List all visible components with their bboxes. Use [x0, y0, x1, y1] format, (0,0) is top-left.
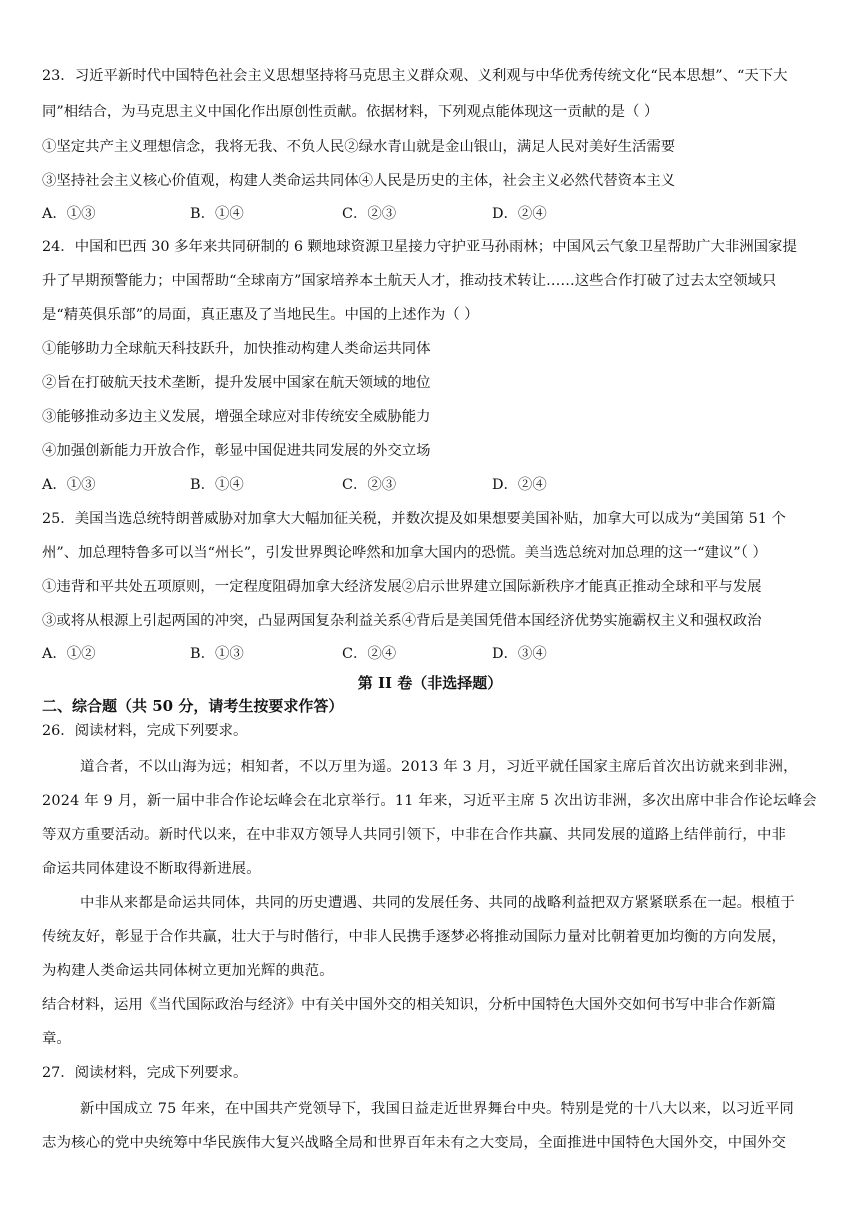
q23-choice-d[interactable]: D．②④	[492, 206, 547, 222]
q24-choice-a[interactable]: A．①③	[42, 477, 96, 493]
q26-para2-line-2: 传统友好，彰显于合作共赢，壮大于与时偕行，中非人民携手逐梦必将推动国际力量对比朝着更加均衡的方向发展，	[42, 929, 787, 945]
q26-task-line-1: 结合材料，运用《当代国际政治与经济》中有关中国外交的相关知识，分析中国特色大国外交如何书写中非合作新篇	[42, 997, 776, 1013]
q24-choices	[42, 476, 642, 494]
q26-para1-line-3: 等双方重要活动。新时代以来，在中非双方领导人共同引领下，中非在合作共赢、共同发展的道路上结伴前行，中非	[42, 827, 787, 843]
q23-choice-c[interactable]: C．②③	[342, 206, 397, 222]
q24-choice-d[interactable]: D．②④	[492, 477, 547, 493]
q26-task-line-2: 章。	[42, 1031, 71, 1047]
q26-para2-line-3: 为构建人类命运共同体树立更加光辉的典范。	[42, 963, 334, 979]
q25-stem-line-1: 25．美国当选总统特朗普威胁对加拿大大幅加征关税，并数次提及如果想要美国补贴，加拿大可以成为“美国第 51 个	[42, 511, 786, 527]
q24-choice-b[interactable]: B．①④	[190, 477, 244, 493]
q27-para1-line-2: 志为核心的党中央统筹中华民族伟大复兴战略全局和世界百年未有之大变局，全面推进中国特色大国外交，中国外交	[42, 1135, 787, 1151]
q25-option-line-2: ③或将从根源上引起两国的冲突，凸显两国复杂利益关系④背后是美国凭借本国经济优势实施霸权主义和强权政治	[42, 613, 762, 629]
q27-para1-line-1: 新中国成立 75 年来，在中国共产党领导下，我国日益走近世界舞台中央。特别是党的十八大以来，以习近平同	[80, 1101, 795, 1117]
q25-choice-b[interactable]: B．①③	[190, 646, 244, 662]
q25-choices	[42, 645, 642, 663]
q25-choice-a[interactable]: A．①②	[42, 646, 96, 662]
q24-stem-line-3: 是“精英俱乐部”的局面，真正惠及了当地民生。中国的上述作为（ ）	[42, 307, 479, 323]
q24-stem-line-2: 升了早期预警能力；中国帮助“全球南方”国家培养本土航天人才，推动技术转让……这些合作打破了过去太空领域只	[42, 273, 777, 289]
q23-choice-a[interactable]: A．①③	[42, 206, 96, 222]
q23-option-line-1: ①坚定共产主义理想信念，我将无我、不负人民②绿水青山就是金山银山，满足人民对美好生活需要	[42, 139, 676, 155]
section-heading: 二、综合题（共 50 分，请考生按要求作答）	[42, 697, 344, 715]
q23-option-line-2: ③坚持社会主义核心价值观，构建人类命运共同体④人民是历史的主体，社会主义必然代替资本主义	[42, 173, 676, 189]
q26-para1-line-4: 命运共同体建设不断取得新进展。	[42, 861, 261, 877]
q23-choice-b[interactable]: B．①④	[190, 206, 244, 222]
q24-option-4: ④加强创新能力开放合作，彰显中国促进共同发展的外交立场	[42, 443, 431, 459]
q24-option-3: ③能够推动多边主义发展，增强全球应对非传统安全威胁能力	[42, 409, 431, 425]
q23-stem-line-1: 23．习近平新时代中国特色社会主义思想坚持将马克思主义群众观、义利观与中华优秀传统文化“民本思想”、“天下大	[42, 68, 788, 84]
q26-intro: 26．阅读材料，完成下列要求。	[42, 723, 248, 739]
q24-stem-line-1: 24．中国和巴西 30 多年来共同研制的 6 颗地球资源卫星接力守护亚马孙雨林；中国风云气象卫星帮助广大非洲国家提	[42, 239, 797, 255]
q27-intro: 27．阅读材料，完成下列要求。	[42, 1065, 248, 1081]
q25-choice-d[interactable]: D．③④	[492, 646, 547, 662]
q25-choice-c[interactable]: C．②④	[342, 646, 397, 662]
q25-option-line-1: ①违背和平共处五项原则，一定程度阻碍加拿大经济发展②启示世界建立国际新秩序才能真正推动全球和平与发展	[42, 579, 762, 595]
q26-para1-line-1: 道合者，不以山海为远；相知者，不以万里为遥。2013 年 3 月，习近平就任国家主席后首次出访就来到非洲，	[80, 759, 798, 775]
q26-para2-line-1: 中非从来都是命运共同体，共同的历史遭遇、共同的发展任务、共同的战略利益把双方紧紧联系在一起。根植于	[80, 895, 795, 911]
q26-para1-line-2: 2024 年 9 月，新一届中非合作论坛峰会在北京举行。11 年来，习近平主席 5 次出访非洲，多次出席中非合作论坛峰会	[42, 793, 817, 809]
q24-choice-c[interactable]: C．②③	[342, 477, 397, 493]
q25-stem-line-2: 州”、加总理特鲁多可以当“州长”，引发世界舆论哗然和加拿大国内的恐慌。美当选总统对加总理的这一“建议”（ ）	[42, 545, 767, 561]
q24-option-1: ①能够助力全球航天科技跃升，加快推动构建人类命运共同体	[42, 341, 431, 357]
q23-choices	[42, 205, 642, 223]
q24-option-2: ②旨在打破航天技术垄断，提升发展中国家在航天领域的地位	[42, 375, 431, 391]
q23-stem-line-2: 同”相结合，为马克思主义中国化作出原创性贡献。依据材料，下列观点能体现这一贡献的是（ ）	[42, 104, 659, 120]
section-title: 第 II 卷（非选择题）	[357, 674, 503, 692]
